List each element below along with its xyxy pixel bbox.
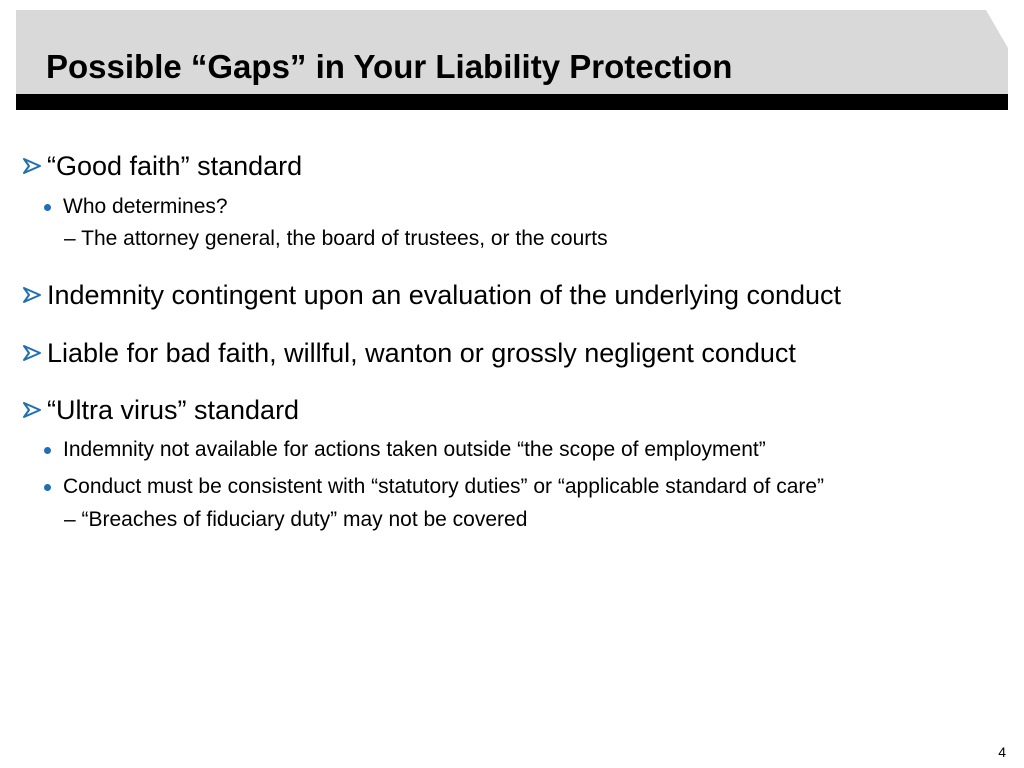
- dot-bullet-icon: [44, 204, 51, 211]
- page-number: 4: [998, 744, 1006, 760]
- bullet-indemnity-contingent: [22, 278, 841, 312]
- bullet-text: “Good faith” standard: [47, 150, 303, 181]
- sub-bullet-text: Indemnity not available for actions taken outside “the scope of employment”: [63, 438, 766, 461]
- sub-bullet-text: Conduct must be consistent with “statutory duties” or “applicable standard of care”: [63, 475, 825, 498]
- arrow-bullet-icon: [22, 344, 46, 362]
- sub-sub-bullet-attorney-general: [64, 226, 608, 252]
- dot-bullet-icon: [44, 447, 51, 454]
- sub-bullet-scope-of-employment: [44, 437, 766, 463]
- bullet-text: Liable for bad faith, willful, wanton or grossly negligent conduct: [47, 337, 796, 368]
- sub-bullet-who-determines: [44, 194, 228, 220]
- dot-bullet-icon: [44, 484, 51, 491]
- sub-bullet-text: Who determines?: [63, 195, 228, 218]
- bullet-text: Indemnity contingent upon an evaluation of the underlying conduct: [47, 279, 842, 310]
- arrow-bullet-icon: [22, 286, 46, 304]
- arrow-bullet-icon: [22, 157, 46, 175]
- sub-sub-bullet-text: – The attorney general, the board of trustees, or the courts: [64, 227, 608, 250]
- slide-title: Possible “Gaps” in Your Liability Protection: [46, 48, 733, 85]
- sub-bullet-statutory-duties: [44, 474, 824, 500]
- arrow-bullet-icon: [22, 401, 46, 419]
- bullet-text: “Ultra virus” standard: [47, 394, 300, 425]
- bullet-good-faith: [22, 149, 302, 183]
- sub-sub-bullet-fiduciary-duty: [64, 507, 527, 533]
- sub-sub-bullet-text: – “Breaches of fiduciary duty” may not be covered: [64, 508, 528, 531]
- bullet-liable-bad-faith: [22, 336, 796, 370]
- bullet-ultra-virus: [22, 393, 299, 427]
